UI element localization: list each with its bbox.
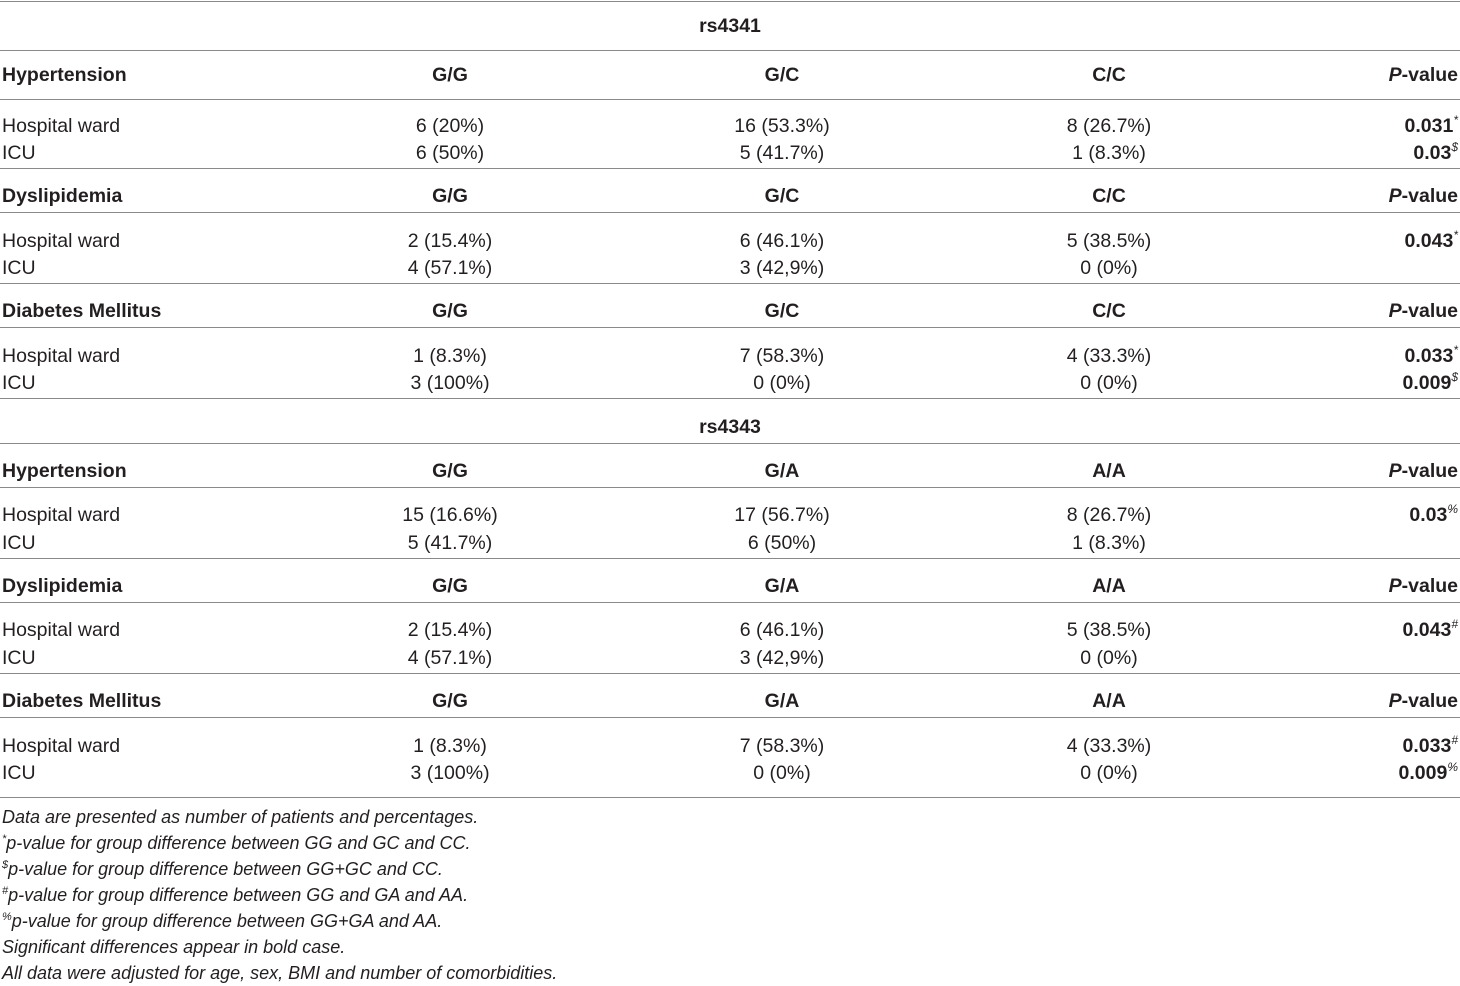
table-cell: 6 (50%): [747, 532, 817, 554]
table-cell: 3 (100%): [410, 762, 490, 784]
genotype-header: G/A: [764, 575, 800, 597]
table-cell: 5 (41.7%): [407, 532, 493, 554]
table-cell: 2 (15.4%): [407, 619, 493, 641]
table-cell: 4 (33.3%): [1066, 735, 1152, 757]
table-cell: 4 (57.1%): [407, 257, 493, 279]
genotype-header: G/G: [432, 575, 468, 597]
group-label: Hospital ward: [2, 735, 121, 757]
section-title: rs4341: [699, 15, 761, 37]
condition-label: Hypertension: [2, 460, 127, 482]
header-rule: [0, 212, 1460, 213]
table-cell: 16 (53.3%): [734, 115, 830, 137]
table-cell: 5 (41.7%): [739, 142, 825, 164]
header-rule: [0, 602, 1460, 603]
pvalue-cell: 0.009$: [1402, 370, 1458, 394]
genotype-header: G/A: [764, 460, 800, 482]
block-rule: [0, 673, 1460, 674]
group-label: Hospital ward: [2, 619, 121, 641]
condition-label: Dyslipidemia: [2, 575, 123, 597]
header-rule: [0, 99, 1460, 100]
table-cell: 3 (100%): [410, 372, 490, 394]
header-rule: [0, 717, 1460, 718]
pvalue-cell: 0.031*: [1404, 113, 1458, 137]
genotype-header: A/A: [1092, 575, 1126, 597]
footnote: All data were adjusted for age, sex, BMI and number of comorbidities.: [2, 963, 558, 983]
table-cell: 8 (26.7%): [1066, 115, 1152, 137]
genotype-header: G/C: [764, 300, 800, 322]
table-cell: 6 (46.1%): [739, 230, 825, 252]
table-cell: 0 (0%): [1080, 257, 1138, 279]
block-rule: [0, 558, 1460, 559]
table-cell: 1 (8.3%): [1072, 142, 1146, 164]
table-cell: 15 (16.6%): [402, 504, 498, 526]
section-rule: [0, 443, 1460, 444]
table-cell: 0 (0%): [1080, 762, 1138, 784]
group-label: Hospital ward: [2, 504, 121, 526]
group-label: ICU: [2, 647, 36, 669]
genotype-header: G/A: [764, 690, 800, 712]
table-footnotes: [2, 804, 557, 986]
group-label: Hospital ward: [2, 230, 121, 252]
table-cell: 3 (42,9%): [739, 647, 825, 669]
group-label: Hospital ward: [2, 345, 121, 367]
genotype-header: G/C: [764, 185, 800, 207]
footnote: $p-value for group difference between GG+GC and CC.: [2, 859, 443, 879]
table-cell: 5 (38.5%): [1066, 230, 1152, 252]
footnote: *p-value for group difference between GG and GC and CC.: [2, 833, 471, 853]
table-cell: 4 (57.1%): [407, 647, 493, 669]
condition-label: Diabetes Mellitus: [2, 300, 162, 322]
header-rule: [0, 327, 1460, 328]
genotype-header: G/G: [432, 64, 468, 86]
pvalue-cell: 0.03$: [1413, 140, 1458, 164]
block-rule: [0, 398, 1460, 399]
genotype-header: C/C: [1092, 64, 1126, 86]
header-rule: [0, 487, 1460, 488]
table-cell: 8 (26.7%): [1066, 504, 1152, 526]
table-cell: 5 (38.5%): [1066, 619, 1152, 641]
pvalue-header: P-value: [1388, 64, 1458, 86]
pvalue-header: P-value: [1388, 575, 1458, 597]
condition-label: Hypertension: [2, 64, 127, 86]
genotype-header: C/C: [1092, 185, 1126, 207]
table-cell: 1 (8.3%): [413, 345, 487, 367]
condition-label: Diabetes Mellitus: [2, 690, 162, 712]
pvalue-header: P-value: [1388, 185, 1458, 207]
genotype-header: A/A: [1092, 690, 1126, 712]
table-cell: 7 (58.3%): [739, 345, 825, 367]
group-label: Hospital ward: [2, 115, 121, 137]
group-label: ICU: [2, 257, 36, 279]
footnote: %p-value for group difference between GG+GA and AA.: [2, 911, 443, 931]
pvalue-header: P-value: [1388, 690, 1458, 712]
table-bottom-rule: [0, 797, 1460, 798]
section-title: rs4343: [699, 416, 761, 438]
block-rule: [0, 168, 1460, 169]
table-cell: 0 (0%): [753, 762, 811, 784]
table-cell: 4 (33.3%): [1066, 345, 1152, 367]
group-label: ICU: [2, 762, 36, 784]
pvalue-header: P-value: [1388, 460, 1458, 482]
group-label: ICU: [2, 142, 36, 164]
pvalue-cell: 0.03%: [1409, 502, 1458, 526]
table-cell: 6 (46.1%): [739, 619, 825, 641]
footnote: #p-value for group difference between GG and GA and AA.: [2, 885, 469, 905]
table-cell: 17 (56.7%): [734, 504, 830, 526]
group-label: ICU: [2, 372, 36, 394]
block-rule: [0, 283, 1460, 284]
table-cell: 2 (15.4%): [407, 230, 493, 252]
genotype-header: G/G: [432, 185, 468, 207]
group-label: ICU: [2, 532, 36, 554]
table-cell: 1 (8.3%): [1072, 532, 1146, 554]
section-rule: [0, 50, 1460, 51]
genotype-header: C/C: [1092, 300, 1126, 322]
pvalue-header: P-value: [1388, 300, 1458, 322]
genotype-header: G/G: [432, 460, 468, 482]
table-cell: 7 (58.3%): [739, 735, 825, 757]
table-cell: 6 (20%): [415, 115, 485, 137]
pvalue-cell: 0.043*: [1404, 228, 1458, 252]
genotype-header: G/C: [764, 64, 800, 86]
footnote: Significant differences appear in bold case.: [2, 937, 346, 957]
pvalue-cell: 0.043#: [1402, 617, 1458, 641]
footnote: Data are presented as number of patients and percentages.: [2, 807, 479, 827]
table-cell: 6 (50%): [415, 142, 485, 164]
pvalue-cell: 0.009%: [1398, 760, 1458, 784]
table-cell: 3 (42,9%): [739, 257, 825, 279]
genotype-header: G/G: [432, 300, 468, 322]
genotype-header: G/G: [432, 690, 468, 712]
pvalue-cell: 0.033*: [1404, 343, 1458, 367]
pvalue-cell: 0.033#: [1402, 733, 1458, 757]
table-cell: 0 (0%): [753, 372, 811, 394]
condition-label: Dyslipidemia: [2, 185, 123, 207]
table-top-rule: [0, 1, 1460, 2]
genotype-header: A/A: [1092, 460, 1126, 482]
table-cell: 1 (8.3%): [413, 735, 487, 757]
table-cell: 0 (0%): [1080, 647, 1138, 669]
table-cell: 0 (0%): [1080, 372, 1138, 394]
